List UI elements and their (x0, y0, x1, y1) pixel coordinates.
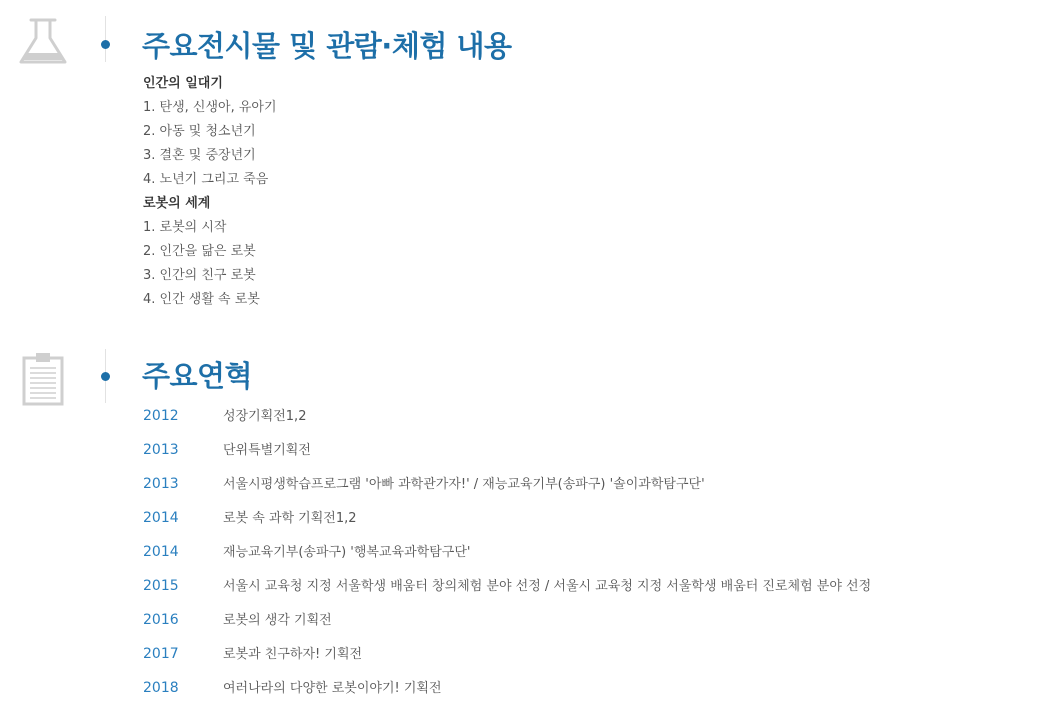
history-row (143, 602, 871, 636)
section-title: 주요전시물 및 관람·체험 내용 (142, 29, 512, 63)
history-year: 2015 (143, 578, 179, 594)
divider-line (105, 16, 106, 62)
flask-icon (18, 16, 70, 76)
list-item: 4. 노년기 그리고 죽음 (143, 172, 269, 187)
history-year: 2013 (143, 476, 179, 492)
history-row (143, 534, 871, 568)
history-row (143, 500, 871, 534)
clipboard-icon (18, 348, 70, 408)
history-row (143, 466, 871, 500)
list-heading: 로봇의 세계 (143, 196, 211, 211)
exhibit-list (143, 72, 277, 312)
history-event: 로봇 속 과학 기획전1,2 (223, 511, 357, 526)
history-year: 2012 (143, 408, 179, 424)
history-row (143, 568, 871, 602)
list-item: 2. 인간을 닮은 로봇 (143, 244, 256, 259)
history-row (143, 398, 871, 432)
history-event: 서울시 교육청 지정 서울학생 배움터 창의체험 분야 선정 / 서울시 교육청 지정 서울학생 배움터 진로체험 분야 선정 (223, 579, 872, 594)
history-row (143, 636, 871, 670)
history-event: 단위특별기획전 (223, 443, 311, 458)
history-event: 로봇의 생각 기획전 (223, 613, 332, 628)
history-year: 2014 (143, 510, 179, 526)
history-event: 서울시평생학습프로그램 '아빠 과학관가자!' / 재능교육기부(송파구) '솔이과학탐구단' (223, 477, 705, 492)
list-item: 4. 인간 생활 속 로봇 (143, 292, 260, 307)
history-event: 로봇과 친구하자! 기획전 (223, 647, 363, 662)
history-event: 여러나라의 다양한 로봇이야기! 기획전 (223, 681, 442, 696)
history-year: 2014 (143, 544, 179, 560)
history-row (143, 432, 871, 466)
list-item: 3. 인간의 친구 로봇 (143, 268, 256, 283)
history-list (143, 398, 871, 704)
list-item: 1. 로봇의 시작 (143, 220, 227, 235)
bullet-dot (101, 40, 110, 49)
list-item: 2. 아동 및 청소년기 (143, 124, 256, 139)
history-event: 재능교육기부(송파구) '행복교육과학탐구단' (223, 545, 471, 560)
list-heading: 인간의 일대기 (143, 76, 223, 91)
history-year: 2016 (143, 612, 179, 628)
list-item: 1. 탄생, 신생아, 유아기 (143, 100, 277, 115)
history-row (143, 670, 871, 704)
history-event: 성장기획전1,2 (223, 409, 307, 424)
history-year: 2017 (143, 646, 179, 662)
history-year: 2013 (143, 442, 179, 458)
history-year: 2018 (143, 680, 179, 696)
bullet-dot (101, 372, 110, 381)
section-title: 주요연혁 (142, 359, 253, 393)
list-item: 3. 결혼 및 중장년기 (143, 148, 256, 163)
